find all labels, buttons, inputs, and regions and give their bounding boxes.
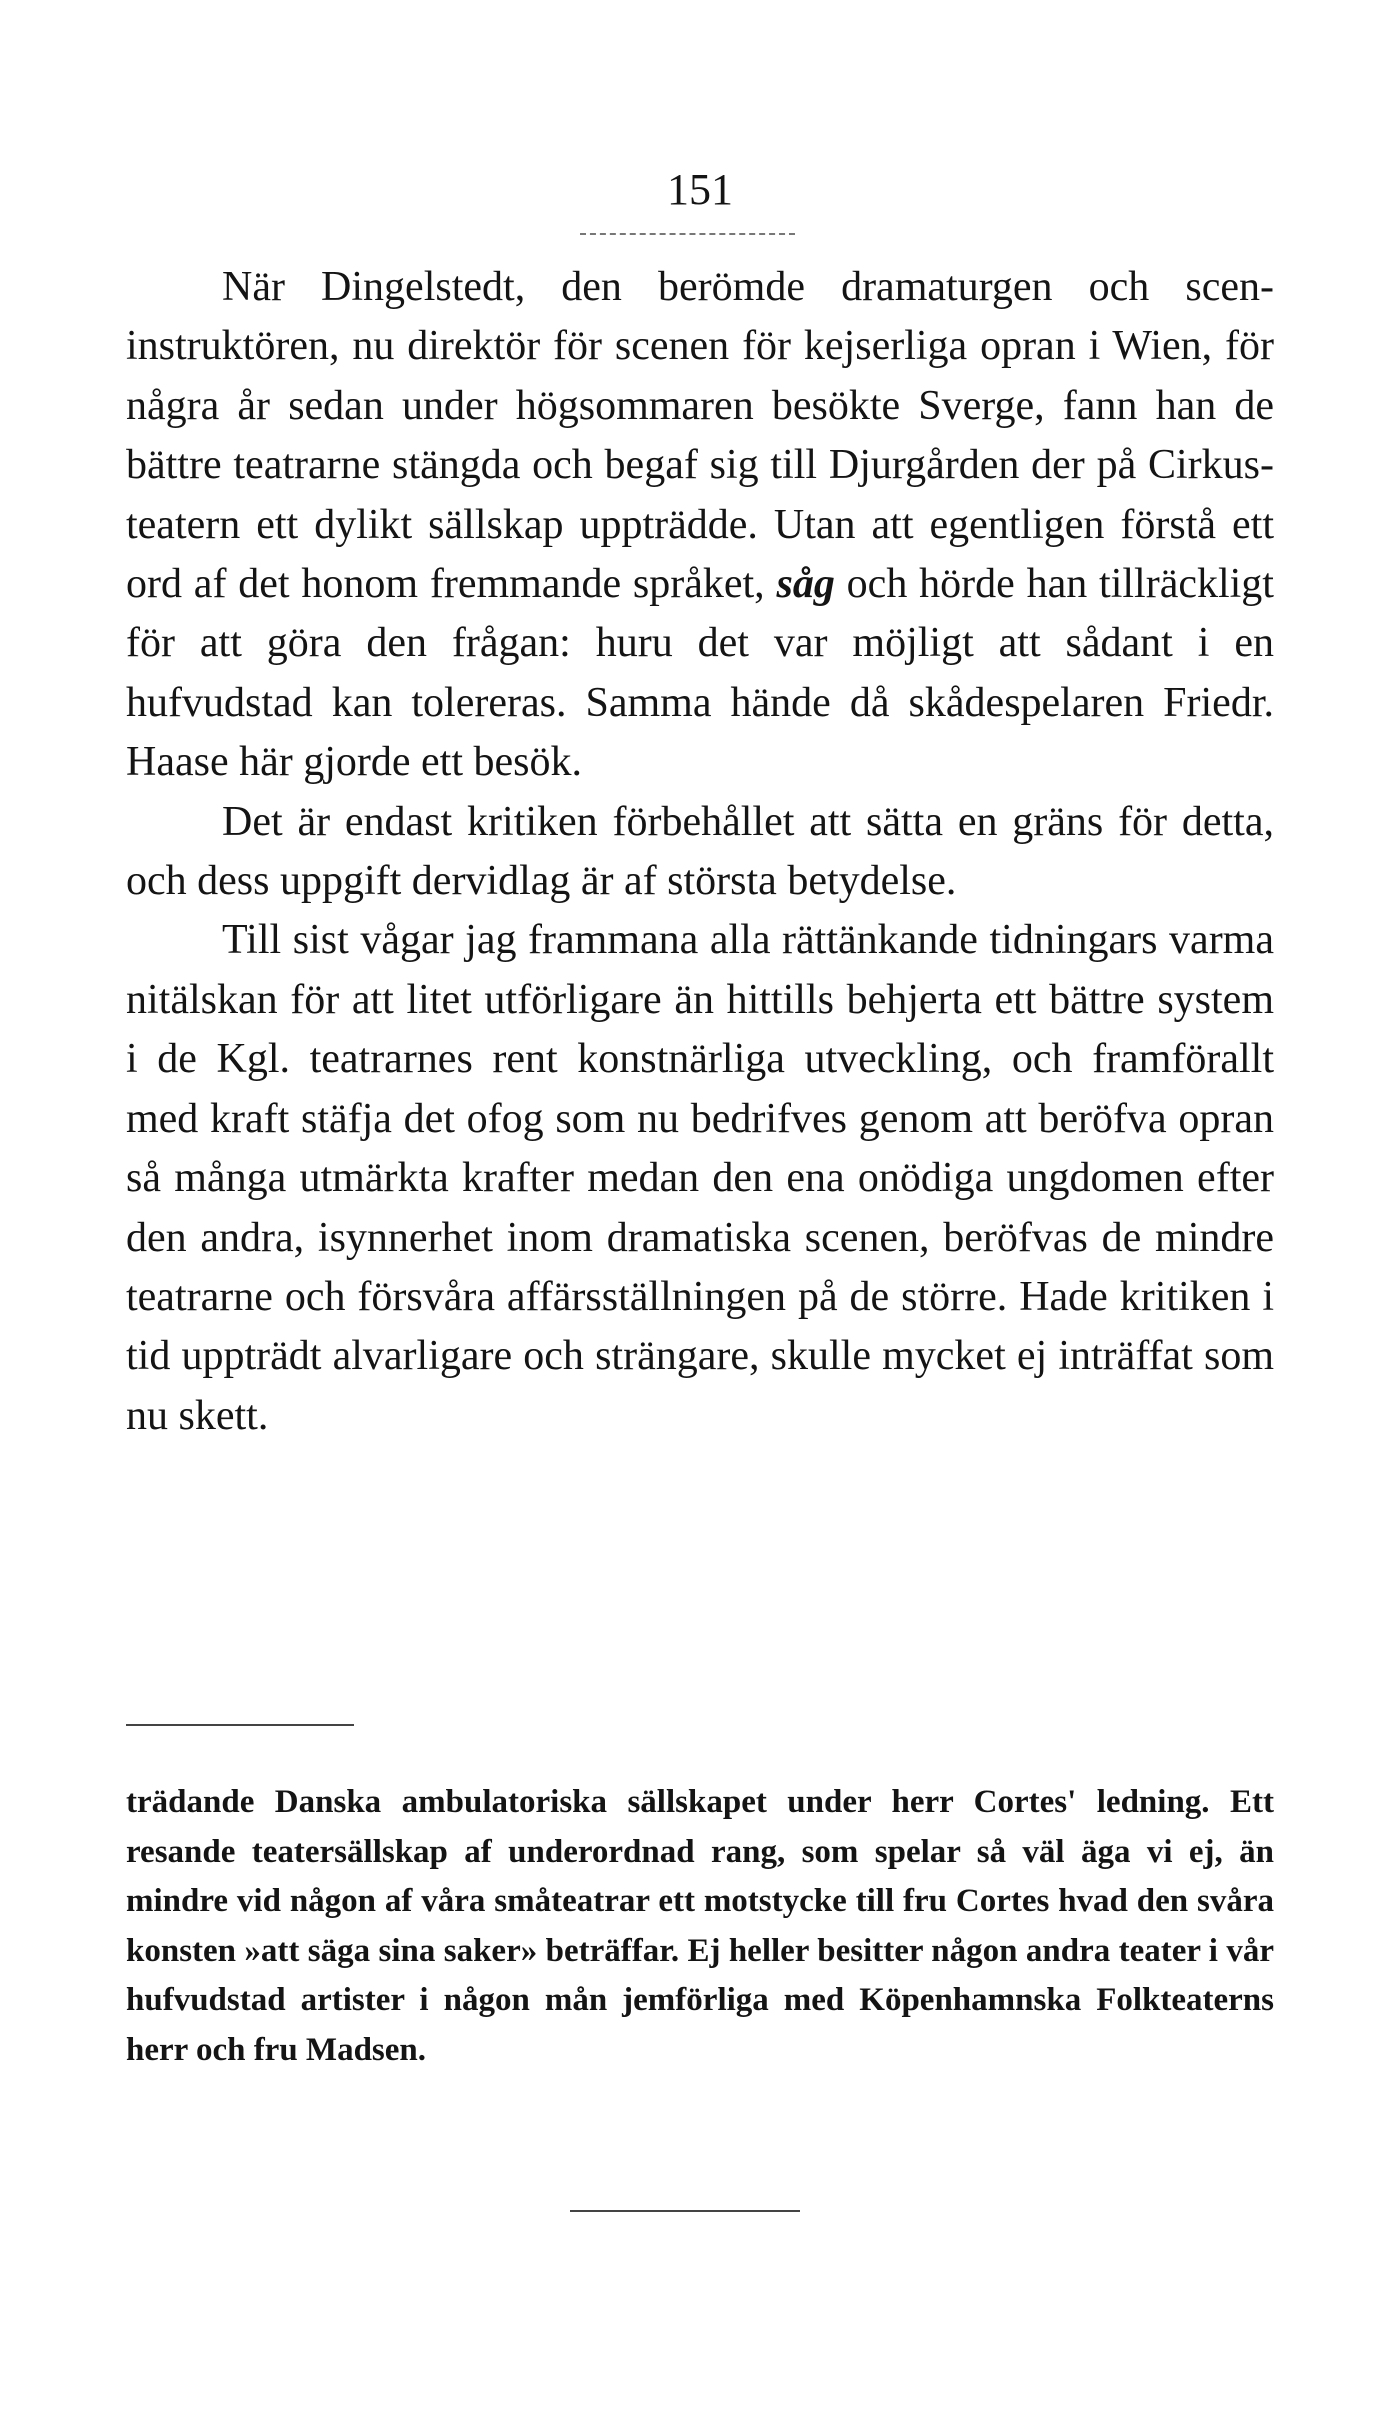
page-number: 151 bbox=[667, 165, 733, 214]
paragraph-2: Det är endast kritiken förbehållet att sätta en gräns för detta, och dess uppgift dervidlag är af största betydelse. bbox=[126, 798, 1274, 905]
paragraph-1-emphasis: såg bbox=[776, 561, 835, 608]
paragraph-1-text-before: När Dingelstedt, den berömde dramaturgen och scen-instruktören, nu direktör för scenen för kejserliga opran i Wien, för några år sedan under högsommaren besökte Sverge, fann han de bättre teatrarne stängda och begaf sig till Djurgården der på Cirkus-teatern ett dylikt sällskap uppträdde. Utan att egentligen förstå ett ord af det honom fremmande språket, bbox=[126, 264, 1274, 608]
footnote-text: trädande Danska ambulatoriska sällskapet under herr Cortes' ledning. Ett resande teatersällskap af underordnad rang, som spelar så väl äga vi ej, än mindre vid någon af våra småteatrar ett motstycke till fru Cortes hvad den svåra konsten »att säga sina saker» beträffar. Ej heller besitter någon andra teater i vår hufvudstad artister i någon mån jemförliga med Köpenhamnska Folkteaterns herr och fru Madsen. bbox=[126, 1784, 1274, 2068]
page-number-divider bbox=[580, 233, 795, 235]
paragraph-1-text-after: och hörde han tillräckligt för att göra den frågan: huru det var möjligt att sådant i en hufvudstad kan tolereras. Samma hände då skådespelaren Friedr. Haase här gjorde ett besök. bbox=[126, 561, 1274, 786]
footnote bbox=[126, 1778, 1274, 2075]
footnote-divider bbox=[126, 1724, 354, 1726]
paragraph-3: Till sist vågar jag frammana alla rättänkande tidningars varma nitälskan för att litet utförligare än hittills behjerta ett bättre system i de Kgl. teatrarnes rent konstnärliga utveckling, och framförallt med kraft stäfja det ofog som nu bedrifves genom att beröfva opran så många utmärkta krafter medan den ena onödiga ungdomen efter den andra, isynnerhet inom dramatiska scenen, beröfvas de mindre teatrarne och försvåra affärsställningen på de större. Hade kritiken i tid uppträdt alvarligare och strängare, skulle mycket ej inträffat som nu skett. bbox=[126, 917, 1274, 1439]
end-divider bbox=[570, 2210, 800, 2212]
paragraph-1 bbox=[126, 258, 1274, 793]
main-text bbox=[126, 258, 1274, 1446]
